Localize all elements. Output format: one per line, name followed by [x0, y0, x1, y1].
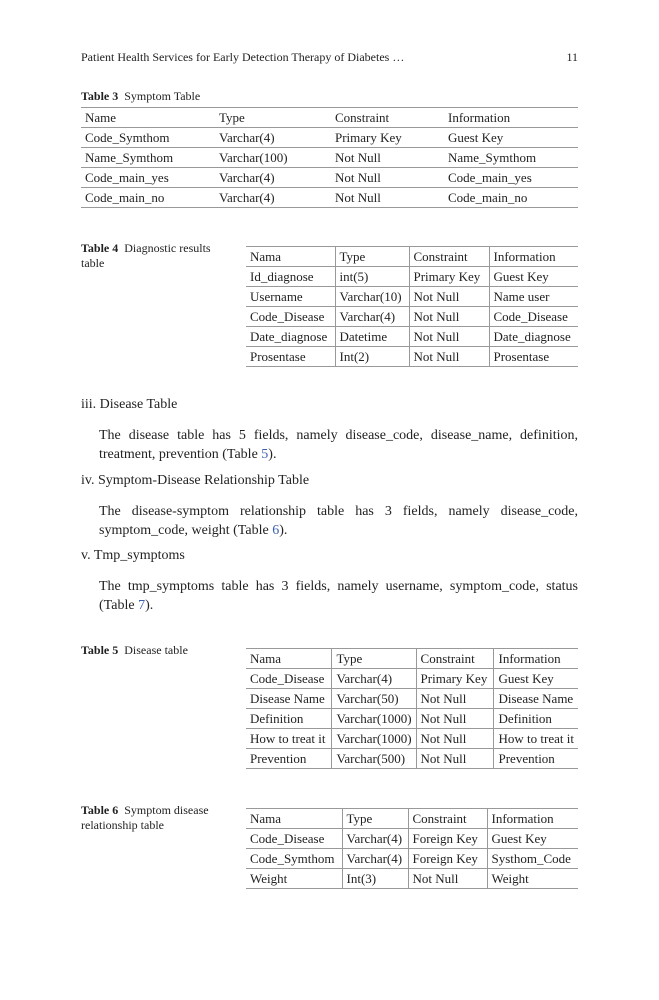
table-cell: Code_Disease [250, 671, 325, 686]
table-row [246, 689, 578, 709]
table3-caption [81, 89, 200, 104]
column-header: Information [489, 247, 578, 267]
table-cell: Name user [489, 287, 578, 307]
table-cell: Prosentase [250, 349, 306, 364]
table-row [246, 267, 578, 287]
table-cell: Weight [250, 871, 288, 886]
section-iii-heading: iii. Disease Table [81, 397, 178, 412]
disease-table [246, 648, 578, 769]
table-cell: Weight [487, 869, 578, 889]
table-row [81, 148, 578, 168]
column-header: Type [335, 247, 409, 267]
table5-reference-link[interactable]: 5 [261, 447, 269, 462]
table-cell: Code_Symthom [85, 130, 170, 145]
table-row [81, 168, 578, 188]
table-cell: Not Null [335, 170, 381, 185]
table6-label: Table 6 [81, 803, 119, 817]
column-header: Name [85, 110, 117, 125]
table-cell: Not Null [409, 287, 489, 307]
table-cell: Prevention [250, 751, 307, 766]
running-header [81, 50, 578, 65]
table-row [246, 869, 578, 889]
column-header: Type [342, 809, 408, 829]
table-cell: Varchar(4) [342, 849, 408, 869]
table-cell: Varchar(1000) [332, 709, 416, 729]
table-cell: Not Null [416, 689, 494, 709]
section-iv-heading: iv. Symptom-Disease Relationship Table [81, 473, 310, 488]
column-header: Type [332, 649, 416, 669]
table-row [81, 128, 578, 148]
table4-caption [81, 241, 231, 271]
table4-title: Diagnostic results table [81, 241, 211, 270]
column-header: Information [448, 110, 511, 125]
table-row [246, 749, 578, 769]
table-cell: Varchar(4) [332, 669, 416, 689]
table-cell: Not Null [408, 869, 487, 889]
column-header: Constraint [416, 649, 494, 669]
column-header: Information [487, 809, 578, 829]
table-cell: Int(3) [342, 869, 408, 889]
table-cell: Code_Disease [250, 831, 325, 846]
section-iv-end: ). [279, 523, 288, 538]
table-cell: Not Null [409, 307, 489, 327]
table-cell: Varchar(4) [342, 829, 408, 849]
table-cell: Disease Name [494, 689, 578, 709]
table-cell: Varchar(100) [219, 150, 288, 165]
table3-label: Table 3 [81, 89, 119, 103]
table-row [246, 709, 578, 729]
table-row [246, 829, 578, 849]
table-cell: Disease Name [250, 691, 325, 706]
table-row [81, 188, 578, 208]
table-cell: Varchar(4) [219, 170, 275, 185]
table-cell: int(5) [335, 267, 409, 287]
table-cell: Not Null [409, 347, 489, 367]
table-row [246, 347, 578, 367]
table-cell: Varchar(500) [332, 749, 416, 769]
symptom-table [81, 107, 578, 208]
column-header: Constraint [408, 809, 487, 829]
table-cell: Not Null [416, 749, 494, 769]
table-header-row [246, 649, 578, 669]
table-cell: Not Null [335, 190, 381, 205]
table-cell: Not Null [409, 327, 489, 347]
page-number: 11 [566, 50, 578, 64]
column-header: Type [219, 110, 245, 125]
table-cell: Int(2) [335, 347, 409, 367]
column-header: Nama [250, 651, 282, 666]
table-cell: Varchar(1000) [332, 729, 416, 749]
table-row [246, 327, 578, 347]
table5-title: Disease table [124, 643, 188, 657]
symptom-disease-relationship-table [246, 808, 578, 889]
table-cell: Username [250, 289, 303, 304]
column-header: Information [494, 649, 578, 669]
table-cell: Not Null [335, 150, 381, 165]
section-iii-text: The disease table has 5 fields, namely disease_code, disease_name, definition, treatment, prevention (Table [99, 428, 578, 462]
table-cell: Primary Key [335, 130, 402, 145]
table5-label: Table 5 [81, 643, 119, 657]
table-header-row [81, 108, 578, 128]
table-cell: Datetime [335, 327, 409, 347]
table-cell: Guest Key [448, 130, 504, 145]
table-row [246, 849, 578, 869]
table3-title: Symptom Table [124, 89, 201, 103]
table5-caption [81, 643, 231, 658]
column-header: Nama [250, 811, 282, 826]
table-cell: Date_diagnose [489, 327, 578, 347]
running-title: Patient Health Services for Early Detection Therapy of Diabetes … [81, 50, 405, 64]
table-cell: Varchar(4) [219, 130, 275, 145]
table-cell: Not Null [416, 709, 494, 729]
table-cell: Name_Symthom [448, 150, 537, 165]
section-iii-paragraph [81, 426, 578, 464]
table-cell: Systhom_Code [487, 849, 578, 869]
table-cell: Foreign Key [408, 849, 487, 869]
table-cell: Code_main_yes [448, 170, 532, 185]
table-cell: Code_Symthom [250, 851, 335, 866]
table-cell: Code_main_no [448, 190, 528, 205]
section-iv-text: The disease-symptom relationship table has 3 fields, namely disease_code, symptom_code, weight (Table [99, 504, 578, 538]
section-iii-end: ). [268, 447, 277, 462]
table-row [246, 729, 578, 749]
table-cell: Varchar(10) [335, 287, 409, 307]
section-v-heading: v. Tmp_symptoms [81, 548, 185, 563]
table-cell: Definition [494, 709, 578, 729]
table-cell: Varchar(4) [219, 190, 275, 205]
table-row [246, 287, 578, 307]
column-header: Constraint [335, 110, 390, 125]
table-cell: Code_Disease [489, 307, 578, 327]
table-cell: Prosentase [489, 347, 578, 367]
table-cell: Date_diagnose [250, 329, 328, 344]
table-cell: Code_Disease [250, 309, 325, 324]
table-cell: Guest Key [489, 267, 578, 287]
table-cell: Guest Key [494, 669, 578, 689]
table-cell: How to treat it [494, 729, 578, 749]
table-cell: Definition [250, 711, 304, 726]
table-cell: Code_main_no [85, 190, 165, 205]
table4-label: Table 4 [81, 241, 119, 255]
column-header: Nama [250, 249, 282, 264]
table-row [246, 669, 578, 689]
table6-title: Symptom disease relationship table [81, 803, 209, 832]
table-cell: Code_main_yes [85, 170, 169, 185]
table7-reference-link[interactable]: 7 [138, 598, 146, 613]
section-v-text: The tmp_symptoms table has 3 fields, namely username, symptom_code, status (Table [99, 579, 578, 613]
column-header: Constraint [409, 247, 489, 267]
table-row [246, 307, 578, 327]
table-cell: Varchar(50) [332, 689, 416, 709]
table-cell: Foreign Key [408, 829, 487, 849]
table6-caption [81, 803, 231, 833]
table-cell: Varchar(4) [335, 307, 409, 327]
table-cell: Primary Key [409, 267, 489, 287]
table-cell: Guest Key [487, 829, 578, 849]
table-cell: Id_diagnose [250, 269, 314, 284]
table-cell: Prevention [494, 749, 578, 769]
table-header-row [246, 247, 578, 267]
table-cell: How to treat it [250, 731, 326, 746]
table-cell: Name_Symthom [85, 150, 174, 165]
section-iv-paragraph [81, 502, 578, 540]
diagnostic-results-table [246, 246, 578, 367]
table-cell: Not Null [416, 729, 494, 749]
table6-reference-link[interactable]: 6 [272, 523, 280, 538]
table-cell: Primary Key [416, 669, 494, 689]
section-v-end: ). [145, 598, 154, 613]
section-v-paragraph [81, 577, 578, 615]
table-header-row [246, 809, 578, 829]
